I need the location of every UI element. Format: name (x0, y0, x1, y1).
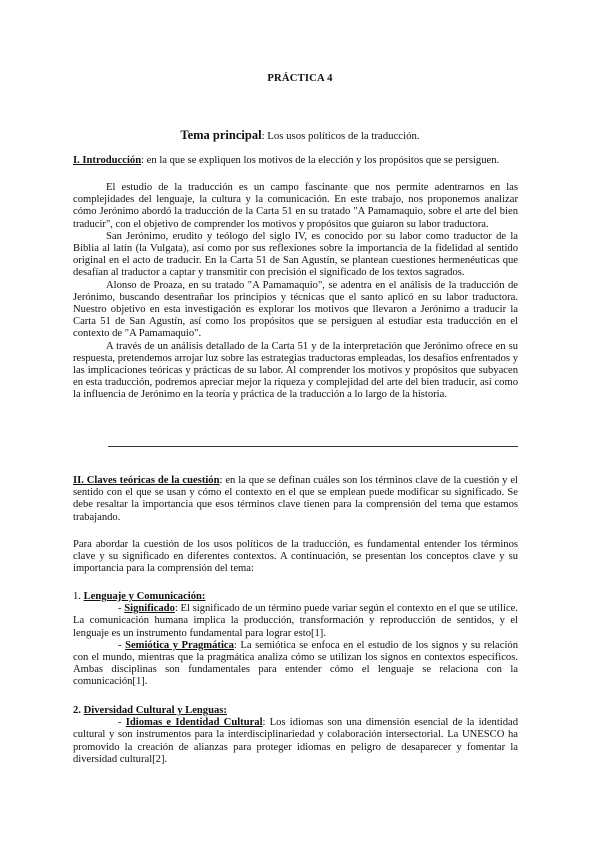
paragraph: Para abordar la cuestión de los usos políticos de la traducción, es fundamental entender los términos clave y su significado en diferentes contextos. A continuación, se presentan los conceptos clave y su importancia para la comprensión del tema: (73, 539, 518, 575)
list-item-heading: 2. Diversidad Cultural y Lenguas: (73, 705, 227, 716)
section-2-heading (73, 475, 518, 524)
main-topic (0, 129, 600, 142)
list-item-heading: 1. Lenguaje y Comunicación: (73, 591, 206, 602)
main-topic-label: Tema principal (180, 128, 262, 142)
section-1-subtitle: : en la que se expliquen los motivos de la elección y los propósitos que se persiguen. (141, 155, 500, 166)
main-topic-text: : Los usos políticos de la traducción. (261, 130, 420, 142)
list-subitem: - Significado: El significado de un término puede variar según el contexto en el que se utilice. La comunicación humana implica la producción, transformación y reproducción de sentidos, y el lenguaje es un instrumento fundamental para lograr esto[1]. (73, 603, 518, 639)
page-title: PRÁCTICA 4 (267, 73, 333, 84)
paragraph: Alonso de Proaza, en su tratado "A Pamamaquio", se adentra en el análisis de la traducción de Jerónimo, buscando desentrañar los principios y técnicas que el santo aplicó en su labor traductora. Nuestro objetivo en esta investigación es explorar los motivos que llevaron a Jerónimo a traducir la Carta 51 de San Agustín, así como los propósitos que se persiguen al estudiar esta traducción en el contexto de "A Pamamaquio". (73, 279, 518, 340)
paragraph: A través de un análisis detallado de la Carta 51 y de la interpretación que Jerónimo ofrece en su respuesta, pretendemos arrojar luz sobre las estrategias traductoras empleadas, los desafíos enfrentados y las implicaciones teóricas y prácticas de su labor. Al comprender los motivos y propósitos que subyacen en esta traducción, podremos apreciar mejor la riqueza y complejidad del arte del bien traducir, así como la influencia de Jerónimo en la teoría y práctica de la traducción a lo largo de la historia. (73, 340, 518, 401)
section-1-body (73, 182, 518, 402)
section-2-title: II. Claves teóricas de la cuestión (73, 475, 220, 486)
subitem-label: Significado (124, 603, 175, 615)
section-1-heading (73, 155, 518, 167)
subitem-text: : Los idiomas son una dimensión esencial de la identidad cultural y son instrumentos para la interdisciplinariedad y colaboración intersectorial. La UNESCO ha promovido la creación de alianzas para proteger idiomas en peligro de desaparecer y fomentar la diversidad cultural[2]. (73, 717, 518, 765)
list-item-title: Diversidad Cultural y Lenguas: (83, 705, 227, 716)
list-item-title: Lenguaje y Comunicación: (83, 591, 206, 602)
section-1-title: I. Introducción (73, 155, 142, 166)
subitem-label: Idiomas e Identidad Cultural (125, 717, 263, 729)
section-2-subtitle: : en la que se definan cuáles son los términos clave de la cuestión y el sentido con el que se usan y cómo el contexto en el que se emplean puede modificar su significado. Se debe resaltar la importancia que esos términos clave tienen para la comprensión del tema que estamos trabajando. (73, 475, 518, 523)
subitem-label: Semiótica y Pragmática (125, 639, 234, 651)
paragraph: San Jerónimo, erudito y teólogo del siglo IV, es conocido por su labor como traductor de la Biblia al latín (la Vulgata), así como por sus reflexiones sobre la importancia de la fidelidad al sentido original en el acto de traducir. En la Carta 51 de San Agustín, se plantean cuestiones hermenéuticas que desafían al traductor a captar y transmitir con precisión el significado de los textos sagrados. (73, 230, 518, 279)
key-term-list-1 (73, 591, 518, 689)
paragraph: El estudio de la traducción es un campo fascinante que nos permite adentrarnos en las complejidades del lenguaje, la cultura y la comunicación. En este trabajo, nos proponemos analizar cómo Jerónimo abordó la traducción de la Carta 51 en su tratado "A Pamamaquio, sobre el arte del bien traducir", con el objetivo de comprender los motivos y propósitos que guiaron su labor traductora. (73, 182, 518, 230)
list-subitem: - Semiótica y Pragmática: La semiótica se enfoca en el estudio de los signos y su relación con el mundo, mientras que la pragmática analiza cómo se utilizan los signos en contextos específicos. Ambas disciplinas son fundamentales para entender cómo el lenguaje se relaciona con la comunicación[1]. (73, 639, 518, 688)
subitem-text: : La semiótica se enfoca en el estudio de los signos y su relación con el mundo, mientras que la pragmática analiza cómo se utilizan los signos en contextos específicos. Ambas disciplinas son fundamentales para entender cómo el lenguaje se relaciona con la comunicación[1]. (73, 639, 518, 688)
subitem-text: : El significado de un término puede variar según el contexto en el que se utilice. La comunicación humana implica la producción, transformación y reproducción de sentidos, y el lenguaje es un instrumento fundamental para lograr esto[1]. (73, 603, 518, 639)
key-term-list-2 (73, 705, 518, 766)
list-subitem: - Idiomas e Identidad Cultural: Los idiomas son una dimensión esencial de la identidad cultural y son instrumentos para la interdisciplinariedad y colaboración intersectorial. La UNESCO ha promovido la creación de alianzas para proteger idiomas en peligro de desaparecer y fomentar la diversidad cultural[2]. (73, 717, 518, 765)
section-2-intro (73, 539, 518, 576)
horizontal-divider (108, 446, 518, 447)
